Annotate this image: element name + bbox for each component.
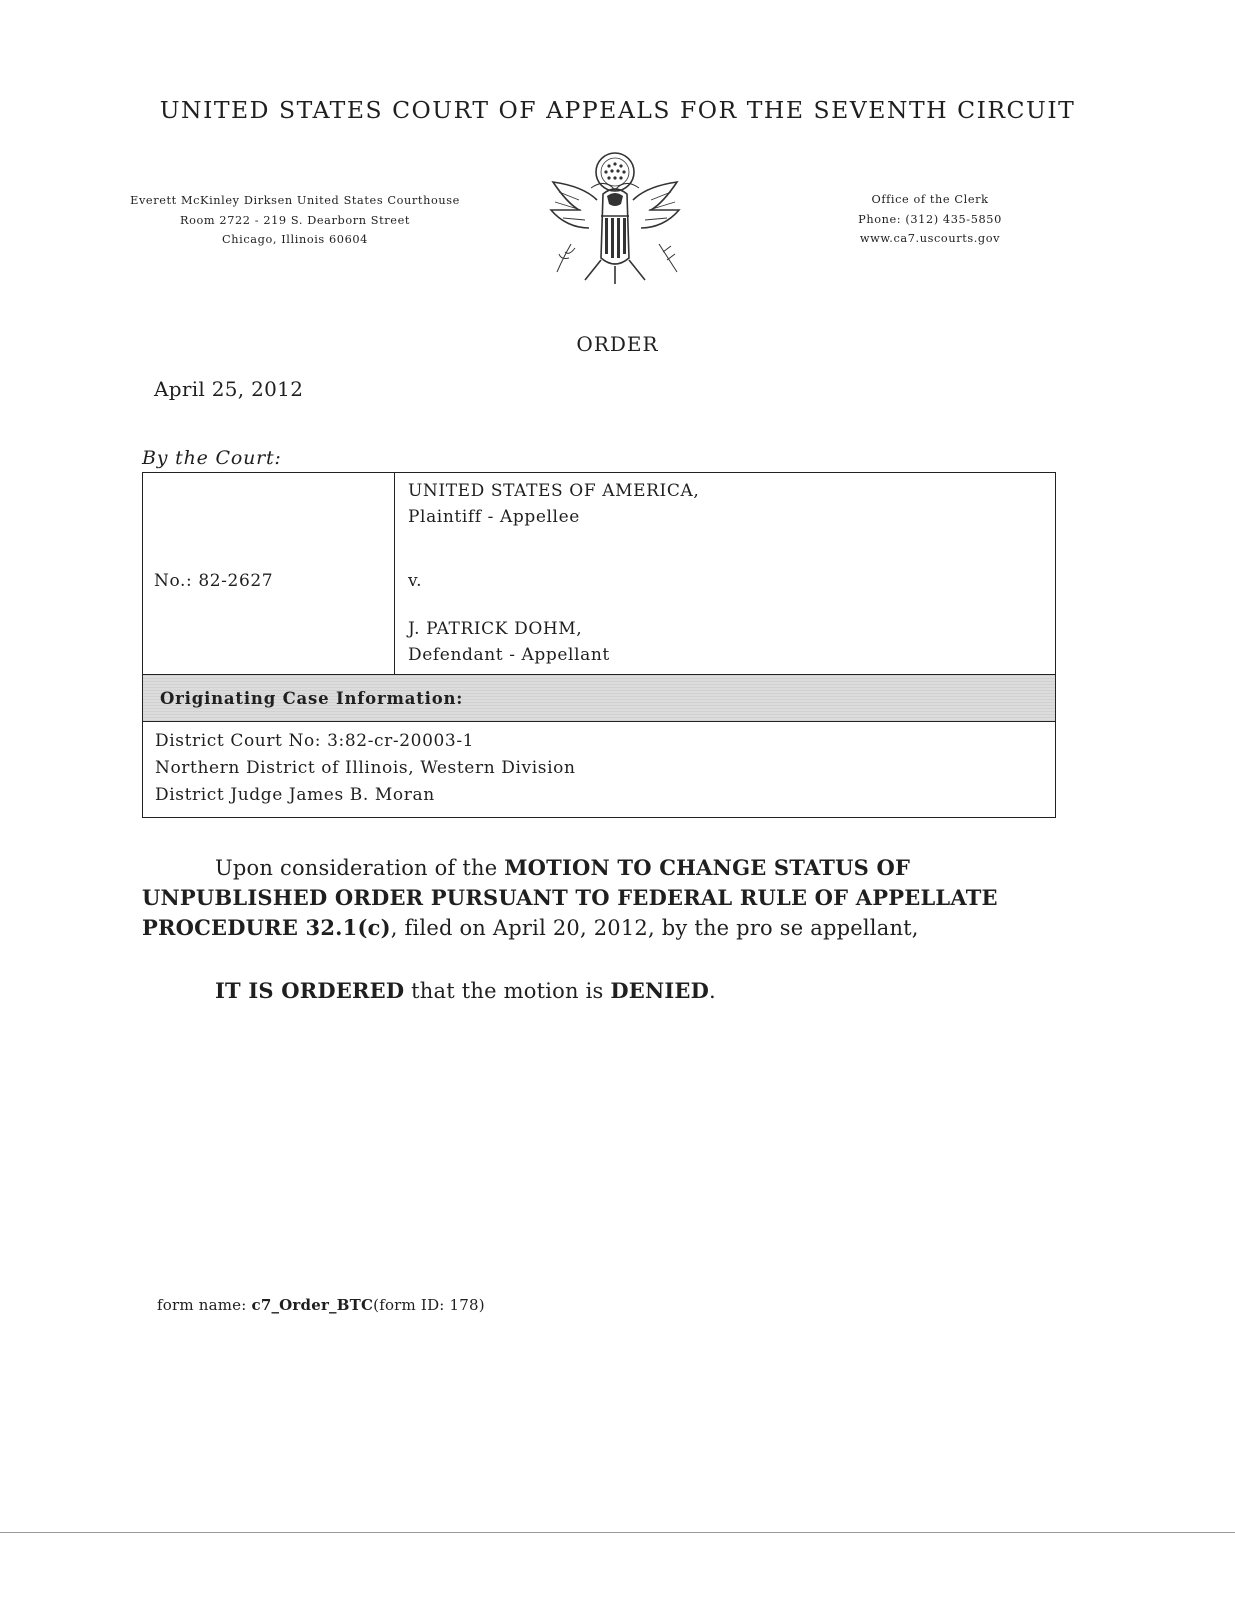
plaintiff-role: Plaintiff - Appellee: [408, 507, 580, 527]
clerk-contact: [800, 190, 1060, 249]
originating-case-details: [142, 722, 1056, 818]
by-the-court: By the Court:: [142, 447, 282, 469]
form-name: c7_Order_BTC: [251, 1296, 374, 1314]
plaintiff-name: UNITED STATES OF AMERICA,: [408, 481, 700, 501]
motion-filing: , filed on April 20, 2012, by the pro se appellant,: [390, 916, 919, 940]
form-id: (form ID: 178): [373, 1296, 485, 1314]
order-date: April 25, 2012: [154, 377, 304, 401]
case-number: No.: 82-2627: [154, 571, 274, 591]
defendant-name: J. PATRICK DOHM,: [408, 619, 583, 639]
ordered-period: .: [709, 979, 716, 1003]
clerk-line: Office of the Clerk: [871, 193, 989, 206]
originating-case-label: Originating Case Information:: [160, 689, 464, 708]
scan-edge-line: [0, 1532, 1235, 1533]
courthouse-address: [120, 191, 470, 250]
district-judge: District Judge James B. Moran: [155, 785, 435, 805]
defendant-role: Defendant - Appellant: [408, 645, 610, 665]
clerk-website: www.ca7.uscourts.gov: [859, 232, 1001, 245]
district-court-number: District Court No: 3:82-cr-20003-1: [155, 731, 475, 751]
motion-paragraph: [142, 853, 1072, 943]
originating-case-header: [142, 675, 1056, 722]
form-prefix: form name:: [157, 1296, 252, 1314]
it-is-ordered: IT IS ORDERED: [215, 978, 405, 1003]
address-line: Chicago, Illinois 60604: [222, 233, 368, 246]
district-name: Northern District of Illinois, Western Division: [155, 758, 576, 778]
address-line: Everett McKinley Dirksen United States Courthouse: [130, 194, 460, 207]
ruling-denied: DENIED: [610, 978, 710, 1003]
order-heading: ORDER: [576, 332, 659, 356]
great-seal-eagle-icon: [545, 148, 685, 288]
ordered-paragraph: [215, 978, 716, 1003]
ordered-text: that the motion is: [404, 979, 611, 1003]
case-caption-box: [142, 472, 1056, 675]
address-line: Room 2722 - 219 S. Dearborn Street: [180, 213, 410, 227]
case-number-cell: [143, 473, 395, 674]
clerk-phone: Phone: (312) 435-5850: [858, 212, 1002, 226]
motion-intro: Upon consideration of the: [215, 856, 505, 880]
motion-title: MOTION TO CHANGE STATUS OF UNPUBLISHED ORDER PURSUANT TO FEDERAL RULE OF APPELLATE PROCEDURE 32.1(c): [142, 855, 998, 940]
court-title: UNITED STATES COURT OF APPEALS FOR THE SEVENTH CIRCUIT: [159, 96, 1076, 124]
versus: v.: [408, 571, 423, 591]
form-name-footer: [157, 1296, 485, 1314]
